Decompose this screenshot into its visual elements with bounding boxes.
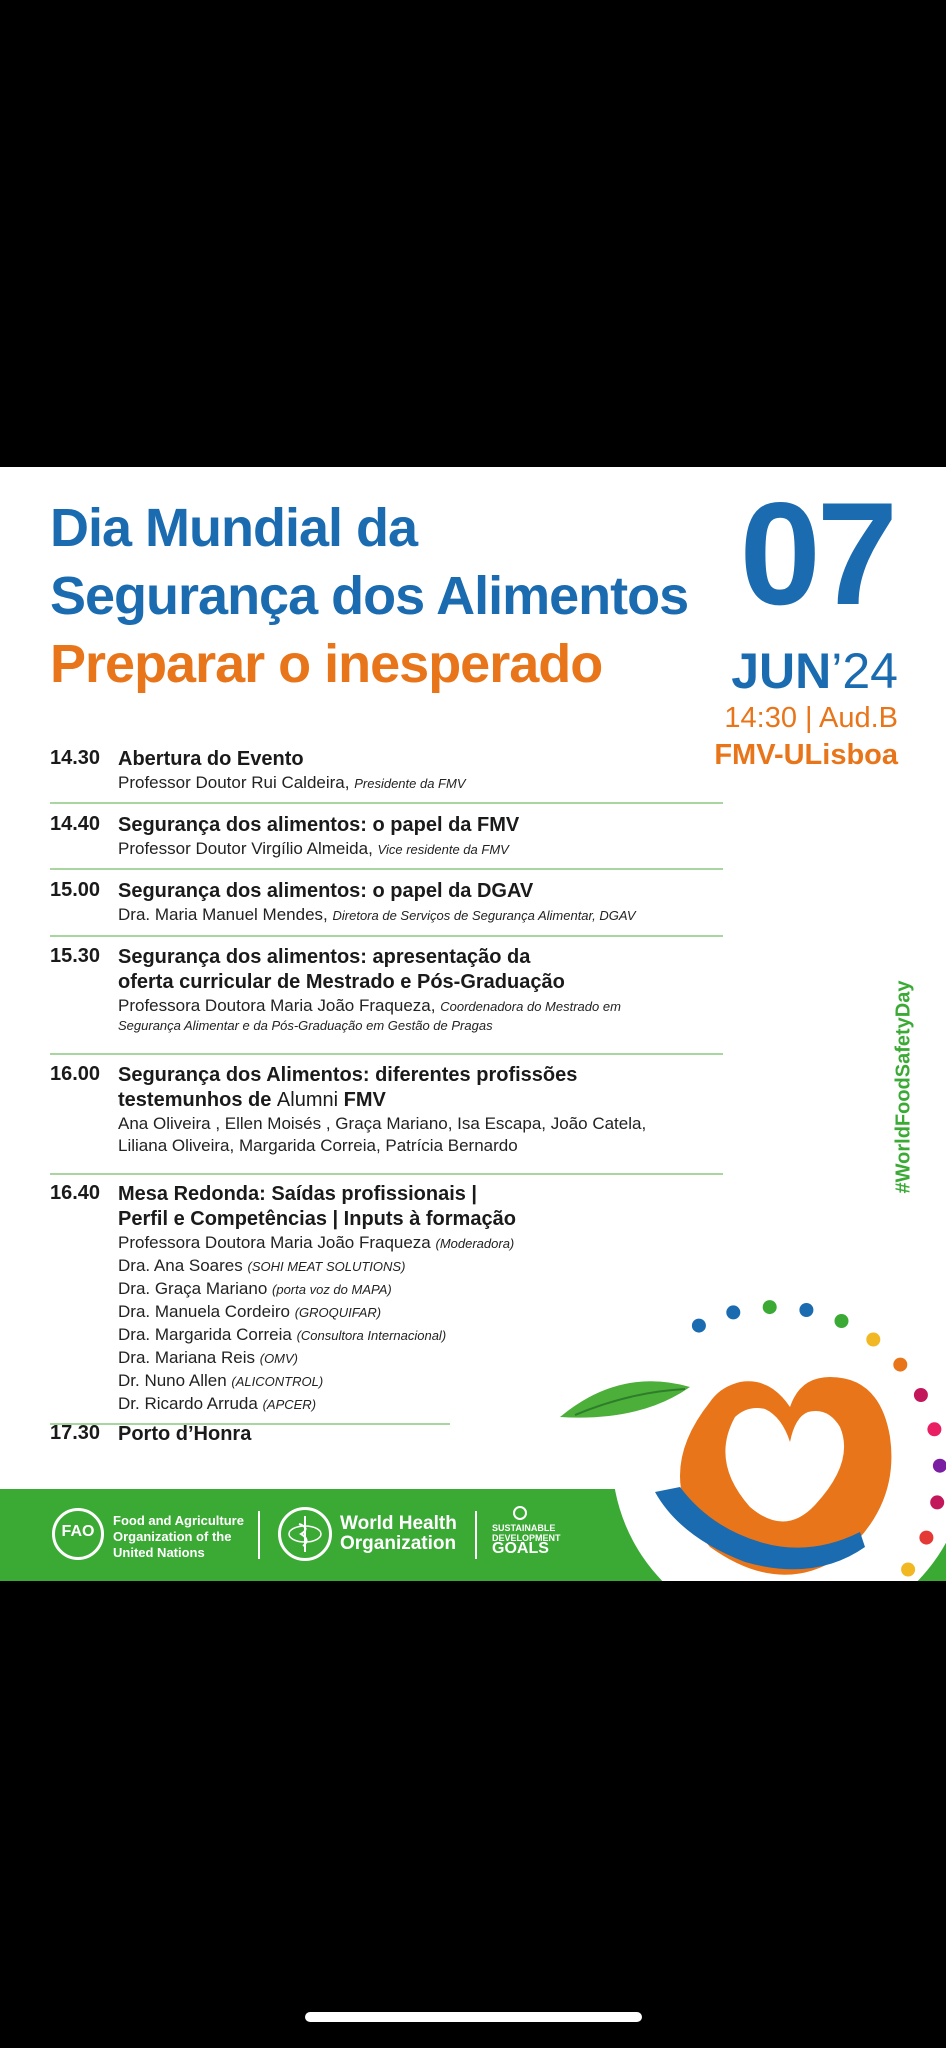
item-title: Segurança dos alimentos: o papel da DGAV bbox=[118, 880, 534, 902]
item-time: 17.30 bbox=[50, 1422, 101, 1444]
event-month: JUN bbox=[731, 643, 832, 699]
item-title-part: testemunhos de bbox=[118, 1089, 272, 1111]
logo-dot bbox=[726, 1305, 740, 1319]
panel-org: (Moderadora) bbox=[435, 1236, 515, 1251]
panel-name: Professora Doutora Maria João Fraqueza bbox=[118, 1233, 431, 1252]
logo-dot bbox=[692, 1319, 706, 1333]
panel-name: Dr. Ricardo Arruda bbox=[118, 1394, 258, 1413]
item-title: Porto d’Honra bbox=[118, 1423, 252, 1445]
food-safety-heart-logo-icon bbox=[560, 1257, 946, 1581]
footer-separator bbox=[258, 1511, 260, 1559]
item-role: Presidente da FMV bbox=[354, 776, 466, 791]
who-logo-icon bbox=[278, 1507, 332, 1561]
alumni-names-line-1: Ana Oliveira , Ellen Moisés , Graça Mariano, Isa Escapa, João Catela, bbox=[118, 1114, 647, 1133]
item-title: Abertura do Evento bbox=[118, 748, 304, 770]
item-speaker: Professor Doutor Virgílio Almeida, bbox=[118, 839, 373, 858]
item-time: 15.00 bbox=[50, 879, 101, 901]
event-poster bbox=[0, 467, 946, 1581]
sdg-goals: GOALS bbox=[492, 1540, 549, 1557]
who-name-line-2: Organization bbox=[340, 1533, 457, 1554]
item-title-line-1: Mesa Redonda: Saídas profissionais | bbox=[118, 1183, 478, 1205]
fao-name-line-2: Organization of the bbox=[113, 1529, 232, 1544]
panel-name: Dra. Manuela Cordeiro bbox=[118, 1302, 290, 1321]
divider bbox=[50, 868, 723, 870]
panel-member bbox=[118, 1232, 723, 1255]
item-role: Vice residente da FMV bbox=[377, 842, 509, 857]
panel-org: (Consultora Internacional) bbox=[296, 1328, 447, 1343]
item-role: Diretora de Serviços de Segurança Alimentar, DGAV bbox=[332, 908, 636, 923]
event-venue: FMV-ULisboa bbox=[714, 739, 898, 771]
logo-dot bbox=[763, 1300, 777, 1314]
event-year: ’24 bbox=[831, 643, 898, 699]
item-time: 14.30 bbox=[50, 747, 101, 769]
panel-name: Dra. Graça Mariano bbox=[118, 1279, 268, 1298]
item-title-fmv: FMV bbox=[343, 1089, 386, 1111]
item-title: Segurança dos alimentos: o papel da FMV bbox=[118, 814, 520, 836]
item-title-line-1: Segurança dos Alimentos: diferentes profissões bbox=[118, 1064, 578, 1086]
item-speaker: Professor Doutor Rui Caldeira, bbox=[118, 773, 350, 792]
divider bbox=[50, 935, 723, 937]
fao-name-line-3: United Nations bbox=[113, 1545, 205, 1560]
logo-dot bbox=[835, 1314, 849, 1328]
fao-name bbox=[113, 1513, 244, 1561]
panel-org: (APCER) bbox=[262, 1397, 317, 1412]
item-title-alumni: Alumni bbox=[276, 1089, 339, 1111]
item-time: 16.00 bbox=[50, 1063, 101, 1085]
alumni-names-line-2: Liliana Oliveira, Margarida Correia, Patrícia Bernardo bbox=[118, 1136, 518, 1155]
panel-name: Dra. Margarida Correia bbox=[118, 1325, 292, 1344]
footer-separator bbox=[475, 1511, 477, 1559]
panel-org: (SOHI MEAT SOLUTIONS) bbox=[247, 1259, 406, 1274]
item-role-line-2: Segurança Alimentar e da Pós-Graduação em Gestão de Pragas bbox=[118, 1018, 493, 1033]
divider bbox=[50, 1053, 723, 1055]
logo-dot bbox=[893, 1358, 907, 1372]
panel-name: Dra. Mariana Reis bbox=[118, 1348, 255, 1367]
logo-dot bbox=[914, 1388, 928, 1402]
sdg-label-line-1: SUSTAINABLE bbox=[492, 1523, 556, 1533]
logo-dot bbox=[866, 1333, 880, 1347]
logo-dot bbox=[930, 1495, 944, 1509]
subtitle: Preparar o inesperado bbox=[50, 634, 603, 694]
event-time-place: 14:30 | Aud.B bbox=[724, 702, 898, 734]
item-title-line-2: Perfil e Competências | Inputs à formação bbox=[118, 1208, 516, 1230]
event-day: 07 bbox=[739, 472, 894, 635]
panel-name: Dr. Nuno Allen bbox=[118, 1371, 227, 1390]
program-item bbox=[50, 879, 723, 927]
title-line-2: Segurança dos Alimentos bbox=[50, 566, 689, 626]
item-time: 16.40 bbox=[50, 1182, 101, 1204]
panel-org: (GROQUIFAR) bbox=[294, 1305, 382, 1320]
home-indicator[interactable] bbox=[305, 2012, 642, 2022]
title-line-1: Dia Mundial da bbox=[50, 498, 418, 558]
fao-logo-icon bbox=[52, 1508, 104, 1560]
program-item bbox=[50, 1063, 723, 1157]
item-title-line-2: oferta curricular de Mestrado e Pós-Graduação bbox=[118, 971, 565, 993]
item-speaker: Dra. Maria Manuel Mendes, bbox=[118, 905, 328, 924]
item-role: Coordenadora do Mestrado em bbox=[440, 999, 621, 1014]
logo-dot bbox=[927, 1422, 941, 1436]
fao-logo-text: FAO bbox=[61, 1523, 95, 1540]
panel-org: (OMV) bbox=[259, 1351, 299, 1366]
logo-dot bbox=[799, 1303, 813, 1317]
panel-org: (porta voz do MAPA) bbox=[272, 1282, 392, 1297]
panel-name: Dra. Ana Soares bbox=[118, 1256, 243, 1275]
item-title-line-1: Segurança dos alimentos: apresentação da bbox=[118, 946, 531, 968]
divider bbox=[50, 1173, 723, 1175]
panel-org: (ALICONTROL) bbox=[231, 1374, 324, 1389]
program-item bbox=[50, 747, 723, 795]
who-name bbox=[340, 1514, 457, 1554]
who-name-line-1: World Health bbox=[340, 1513, 457, 1534]
program-item bbox=[50, 813, 723, 861]
divider bbox=[50, 802, 723, 804]
item-speaker: Professora Doutora Maria João Fraqueza, bbox=[118, 996, 436, 1015]
logo-dot bbox=[901, 1563, 915, 1577]
sdg-wheel-icon bbox=[513, 1506, 527, 1520]
hashtag: #WorldFoodSafetyDay bbox=[892, 980, 915, 1194]
item-time: 15.30 bbox=[50, 945, 101, 967]
fao-name-line-1: Food and Agriculture bbox=[113, 1513, 244, 1528]
program-item bbox=[50, 945, 723, 1034]
sdg-label-line-2: DEVELOPMENT bbox=[492, 1533, 561, 1543]
item-time: 14.40 bbox=[50, 813, 101, 835]
logo-dot bbox=[919, 1531, 933, 1545]
event-month-year bbox=[731, 642, 898, 700]
